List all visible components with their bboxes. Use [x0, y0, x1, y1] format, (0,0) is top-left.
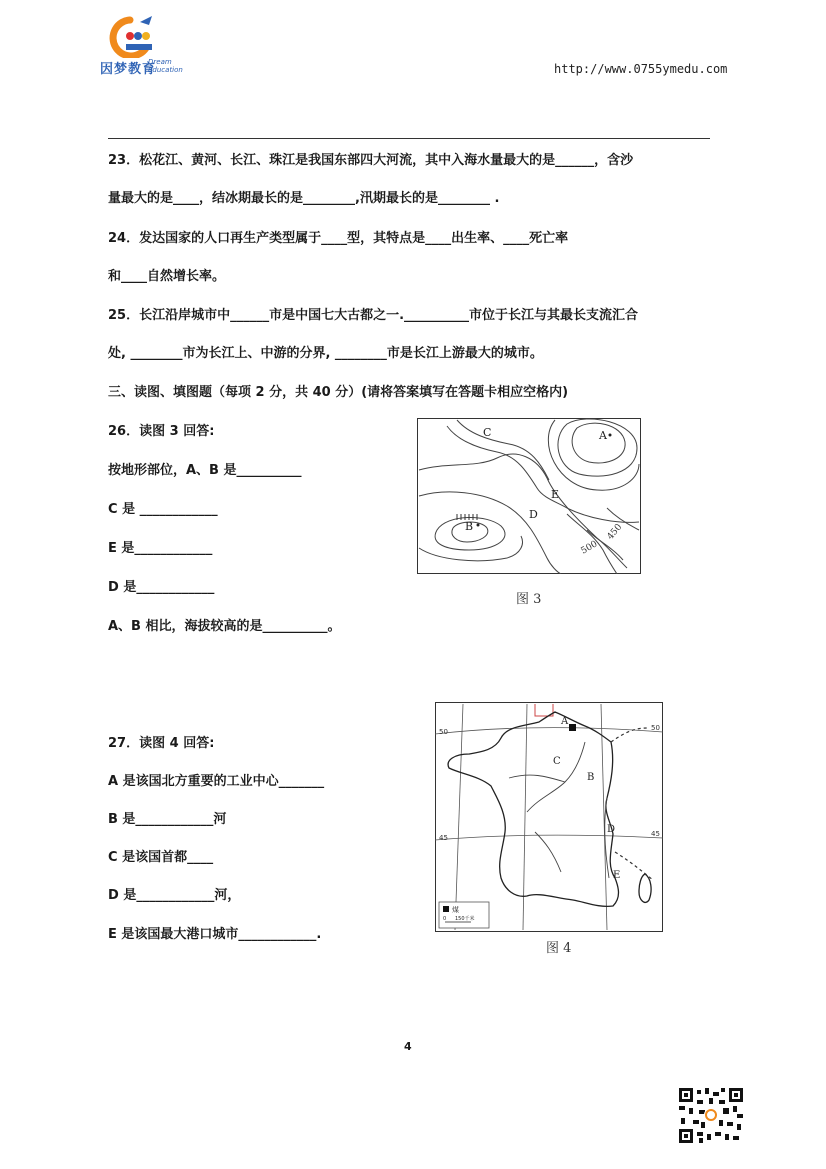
header-url: http://www.0755ymedu.com — [554, 62, 728, 76]
q27-title: 27．读图 4 回答: — [108, 736, 215, 751]
logo — [100, 12, 200, 80]
figure-3-caption: 图 3 — [516, 592, 542, 607]
q25-line-1: 25．长江沿岸城市中______市是中国七大古都之一.__________市位于长江与其最长支流汇合 — [108, 308, 639, 323]
q26-item-a-b: 按地形部位，A、B 是__________ — [108, 463, 302, 478]
qr-code-icon — [679, 1088, 743, 1143]
fig4-legend — [439, 902, 489, 928]
figure-4-caption: 图 4 — [546, 941, 572, 956]
q27-item-b: B 是____________河 — [108, 812, 227, 827]
fig4-label-d: D — [607, 824, 616, 835]
q24-line-1: 24．发达国家的人口再生产类型属于____型，其特点是____出生率、____死亡率 — [108, 231, 569, 246]
q27-item-e: E 是该国最大港口城市____________. — [108, 927, 322, 942]
q27-item-c: C 是该国首都____ — [108, 850, 214, 865]
section-3-heading: 三、读图、填图题（每项 2 分，共 40 分）(请将答案填写在答题卡相应空格内) — [108, 385, 569, 400]
fig4-lat-45-left: 45 — [439, 834, 448, 842]
q26-item-e: E 是____________ — [108, 541, 213, 556]
q27-item-a: A 是该国北方重要的工业中心_______ — [108, 774, 325, 789]
q25-line-2: 处, ________市为长江上、中游的分界, ________市是长江上游最大的城市。 — [108, 346, 543, 361]
contour-map-graphic — [417, 418, 641, 574]
fig3-label-a: A — [599, 429, 607, 442]
q26-item-d: D 是____________ — [108, 580, 215, 595]
logo-english-line-2: Education — [148, 66, 183, 74]
q26-item-c: C 是 ____________ — [108, 502, 218, 517]
fig3-contour-label-500: 500 — [579, 539, 600, 557]
fig4-label-a: A — [561, 716, 569, 727]
figure-3-contour-map — [417, 418, 641, 574]
q26-title: 26．读图 3 回答: — [108, 424, 215, 439]
fig4-scale-text: 150千米 — [455, 916, 475, 922]
logo-english-text — [148, 58, 183, 74]
q23-line-2: 量最大的是____，结冰期最长的是________,汛期最长的是________ . — [108, 191, 500, 206]
fig4-label-b: B — [587, 772, 595, 783]
fig4-label-c: C — [553, 756, 561, 767]
logo-english-line-1: Dream — [148, 58, 172, 66]
header-divider — [108, 138, 710, 139]
q27-item-d: D 是____________河， — [108, 888, 241, 903]
q24-line-2: 和____自然增长率。 — [108, 269, 226, 284]
fig3-contour-label-450: 450 — [605, 522, 625, 542]
fig3-label-e: E — [551, 488, 560, 501]
fig4-lat-45-right: 45 — [651, 830, 660, 838]
q23-line-1: 23．松花江、黄河、长江、珠江是我国东部四大河流，其中入海水量最大的是______，含沙 — [108, 153, 634, 168]
q26-compare: A、B 相比，海拔较高的是__________。 — [108, 619, 341, 634]
fig3-label-c: C — [483, 426, 492, 439]
logo-mark-icon — [100, 12, 200, 58]
fig4-legend-coal: 煤 — [452, 906, 459, 914]
france-map-graphic — [435, 702, 663, 932]
fig4-scale-zero: 0 — [443, 916, 447, 922]
logo-chinese-text: 因梦教育 — [100, 62, 157, 77]
fig4-lat-50-left: 50 — [439, 728, 448, 736]
figure-4-map — [435, 702, 663, 932]
fig3-label-b: B — [465, 520, 474, 533]
coal-legend-icon — [443, 906, 449, 912]
fig4-lat-50-right: 50 — [651, 724, 660, 732]
page-number: 4 — [404, 1040, 412, 1053]
fig3-label-d: D — [529, 508, 538, 521]
fig4-label-e: E — [613, 870, 621, 881]
